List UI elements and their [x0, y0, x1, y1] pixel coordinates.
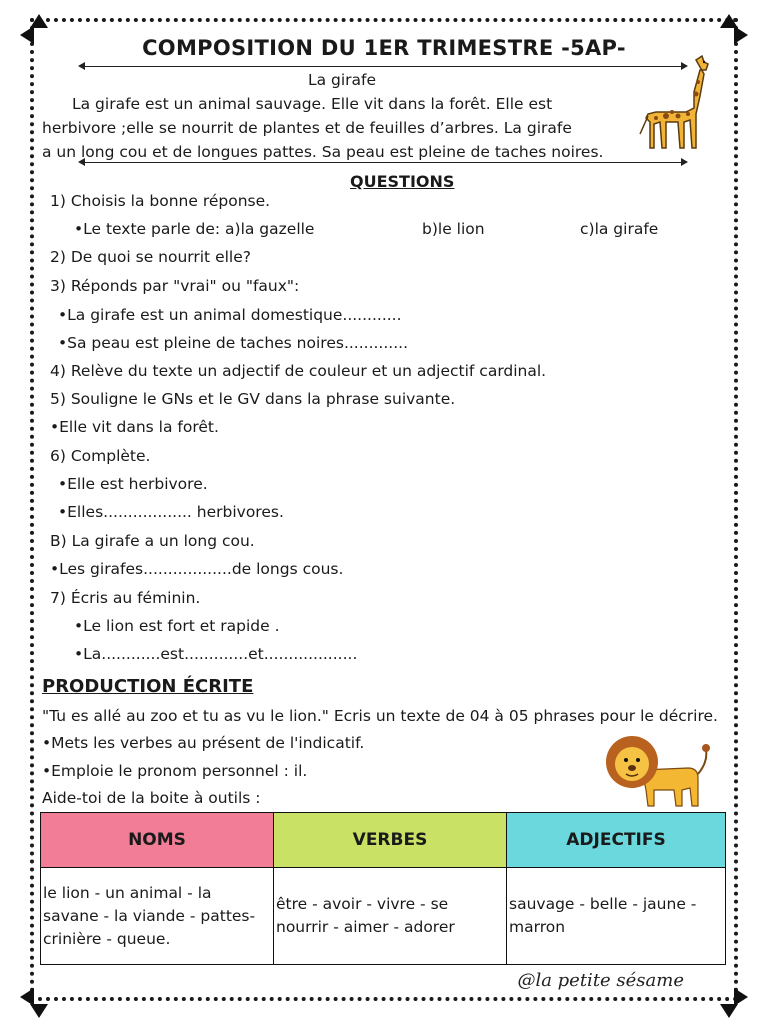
- question-5-sentence: •Elle vit dans la forêt.: [50, 418, 219, 436]
- story-title: La girafe: [307, 71, 377, 89]
- production-rule: •Mets les verbes au présent de l'indicatif.: [42, 734, 365, 752]
- story-line: La girafe est un animal sauvage. Elle vit dans la forêt. Elle est: [72, 95, 553, 113]
- production-heading: PRODUCTION ÉCRITE: [42, 676, 254, 697]
- question-3-item: •Sa peau est pleine de taches noires.............: [58, 334, 408, 352]
- question-3-item: •La girafe est un animal domestique............: [58, 306, 402, 324]
- signature: @la petite sésame: [517, 970, 684, 991]
- toolbox-cell-noms: le lion - un animal - la savane - la viande - pattes-crinière - queue.: [41, 868, 274, 965]
- question-1-option-a: •Le texte parle de: a)la gazelle: [74, 220, 315, 238]
- toolbox-header-verbes: VERBES: [274, 813, 507, 868]
- question-1: 1) Choisis la bonne réponse.: [50, 192, 271, 210]
- toolbox-header-noms: NOMS: [41, 813, 274, 868]
- question-4: 4) Relève du texte un adjectif de couleur et un adjectif cardinal.: [50, 362, 547, 380]
- question-2: 2) De quoi se nourrit elle?: [50, 248, 251, 266]
- story-line: a un long cou et de longues pattes. Sa peau est pleine de taches noires.: [42, 143, 604, 161]
- question-3: 3) Réponds par "vrai" ou "faux":: [50, 277, 300, 295]
- question-6-item: •Elles.................. herbivores.: [58, 503, 284, 521]
- divider-arrow: [80, 162, 686, 163]
- question-6-item: •Elle est herbivore.: [58, 475, 208, 493]
- toolbox-header-adjectifs: ADJECTIFS: [507, 813, 726, 868]
- question-b-item: •Les girafes..................de longs cous.: [50, 560, 344, 578]
- production-prompt: "Tu es allé au zoo et tu as vu le lion." Ecris un texte de 04 à 05 phrases pour le décrire.: [42, 707, 718, 725]
- toolbox-table: [40, 812, 726, 965]
- toolbox-cell-verbes: être - avoir - vivre - se nourrir - aimer - adorer: [274, 868, 507, 965]
- giraffe-illustration: [636, 52, 720, 162]
- production-rule: •Emploie le pronom personnel : il.: [42, 762, 308, 780]
- questions-heading: QUESTIONS: [350, 172, 455, 191]
- question-7-item: •La............est.............et...................: [74, 645, 358, 663]
- corner-arrow-icon: [720, 1004, 738, 1018]
- question-7-item: •Le lion est fort et rapide .: [74, 617, 280, 635]
- question-5: 5) Souligne le GNs et le GV dans la phrase suivante.: [50, 390, 456, 408]
- story-line: herbivore ;elle se nourrit de plantes et de feuilles d’arbres. La girafe: [42, 119, 572, 137]
- page-title: COMPOSITION DU 1ER TRIMESTRE -5AP-: [142, 36, 626, 60]
- question-6: 6) Complète.: [50, 447, 151, 465]
- toolbox-cell-adjectifs: sauvage - belle - jaune - marron: [507, 868, 726, 965]
- corner-arrow-icon: [30, 14, 48, 28]
- corner-arrow-icon: [720, 14, 738, 28]
- lion-illustration: [602, 732, 714, 812]
- question-1-option-c: c)la girafe: [580, 220, 659, 238]
- story-text: [42, 68, 642, 164]
- divider-arrow: [80, 66, 686, 67]
- question-7: 7) Écris au féminin.: [50, 589, 201, 607]
- question-1-option-b: b)le lion: [422, 220, 485, 238]
- corner-arrow-icon: [30, 1004, 48, 1018]
- production-aide: Aide-toi de la boite à outils :: [42, 789, 261, 807]
- question-b: B) La girafe a un long cou.: [50, 532, 255, 550]
